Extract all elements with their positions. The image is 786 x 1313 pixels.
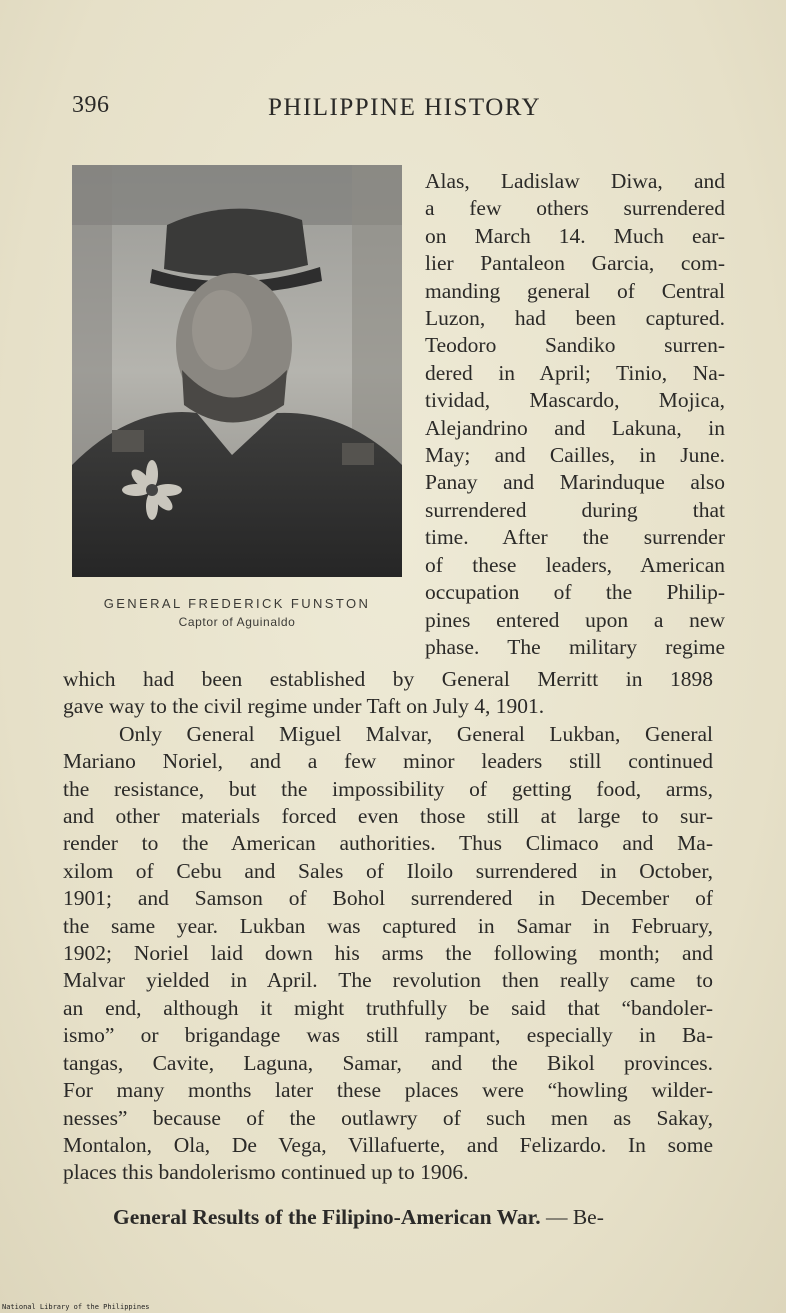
- running-head: [72, 92, 732, 124]
- caption-subtitle: Captor of Aguinaldo: [178, 615, 296, 629]
- footer-credit: National Library of the Philippines: [2, 1303, 150, 1311]
- text-line: tangas, Cavite, Laguna, Samar, and the Bikol provinces.: [63, 1050, 713, 1075]
- text-line: Mariano Noriel, and a few minor leaders still continued: [63, 749, 713, 774]
- text-line: Luzon, had been captured.: [425, 306, 725, 331]
- text-line: tividad, Mascardo, Mojica,: [425, 388, 725, 413]
- text-line: Montalon, Ola, De Vega, Villafuerte, and Felizardo. In some: [63, 1132, 713, 1157]
- text-line: May; and Cailles, in June.: [425, 443, 725, 468]
- text-line: nesses” because of the outlawry of such men as Sakay,: [63, 1105, 713, 1130]
- text-line: ismo” or brigandage was still rampant, especially in Ba-: [63, 1023, 713, 1048]
- text-line: places this bandolerismo continued up to 1906.: [63, 1160, 469, 1185]
- text-line: Only General Miguel Malvar, General Lukban, General: [119, 721, 713, 746]
- text-line: 1901; and Samson of Bohol surrendered in December of: [63, 886, 713, 911]
- text-line: manding general of Central: [425, 278, 725, 303]
- text-line: dered in April; Tinio, Na-: [425, 360, 725, 385]
- section-heading: [113, 1205, 604, 1230]
- text-line: phase. The military regime: [425, 634, 725, 659]
- portrait-photo: [72, 165, 402, 577]
- running-title: PHILIPPINE HISTORY: [268, 94, 542, 121]
- text-line: gave way to the civil regime under Taft on July 4, 1901.: [63, 694, 545, 719]
- section-heading-continuation: — Be-: [540, 1205, 604, 1229]
- text-line: Malvar yielded in April. The revolution then really came to: [63, 968, 713, 993]
- text-line: a few others surrendered: [425, 196, 725, 221]
- body-text: [63, 666, 713, 1187]
- text-line: Panay and Marinduque also: [425, 470, 725, 495]
- text-line: on March 14. Much ear-: [425, 223, 725, 248]
- text-line: the resistance, but the impossibility of getting food, arms,: [63, 776, 713, 801]
- text-line: Teodoro Sandiko surren-: [425, 333, 725, 358]
- text-line: For many months later these places were “howling wilder-: [63, 1078, 713, 1103]
- text-line: an end, although it might truthfully be said that “bandoler-: [63, 995, 713, 1020]
- text-line: the same year. Lukban was captured in Samar in February,: [63, 913, 713, 938]
- text-line: surrendered during that: [425, 497, 725, 522]
- side-column-text: [425, 168, 725, 661]
- page-number: 396: [72, 92, 110, 118]
- text-line: xilom of Cebu and Sales of Iloilo surrendered in October,: [63, 858, 713, 883]
- text-line: of these leaders, American: [425, 552, 725, 577]
- text-line: lier Pantaleon Garcia, com-: [425, 251, 725, 276]
- text-line: Alas, Ladislaw Diwa, and: [425, 169, 725, 193]
- text-line: 1902; Noriel laid down his arms the following month; and: [63, 941, 713, 966]
- figure-caption: [72, 596, 402, 629]
- text-line: render to the American authorities. Thus Climaco and Ma-: [63, 831, 713, 856]
- section-heading-title: General Results of the Filipino-American War.: [113, 1205, 541, 1229]
- text-line: Alejandrino and Lakuna, in: [425, 415, 725, 440]
- caption-title: GENERAL FREDERICK FUNSTON: [103, 596, 371, 611]
- text-line: which had been established by General Merritt in 1898: [63, 667, 713, 691]
- text-line: pines entered upon a new: [425, 607, 725, 632]
- text-line: occupation of the Philip-: [425, 580, 725, 605]
- text-line: time. After the surrender: [425, 525, 725, 550]
- text-line: and other materials forced even those still at large to sur-: [63, 804, 713, 829]
